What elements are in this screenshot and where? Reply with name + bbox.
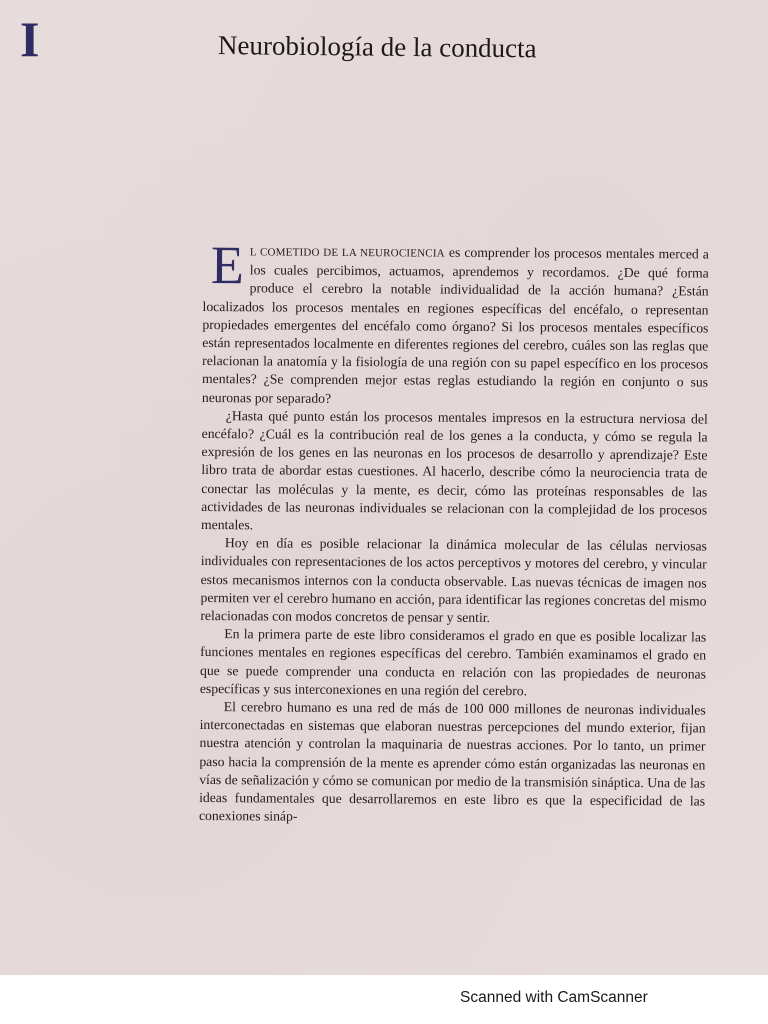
paragraph-4: En la primera parte de este libro consideramos el grado en que es posible localizar las funciones mentales en regiones específicas del cerebro. También examinamos el grado en que se puede comprender una conducta en relación con las propiedades de neuronas específicas y sus interconexiones en una región del cerebro. [199,626,707,699]
paragraph-1-text: es comprender los procesos mentales merced a los cuales percibimos, actuamos, aprendemos y recordamos. ¿De qué forma produce el cerebro la notable individualidad de la acción humana? ¿Están localizados los procesos mentales en regiones específicas del encéfalo, o representan propiedades emergentes del encéfalo como órgano? Si los procesos mentales específicos están representados localmente en diferentes regiones del cerebro, cuáles son las reglas que relacionan la anatomía y la fisiología de una región con su papel específico en los procesos mentales? ¿Se comprenden mejor estas reglas estudiando la región en conjunto o sus neuronas por separado? [201,244,709,406]
paragraph-5: El cerebro humano es una red de más de 100 000 millones de neuronas individuales interconectadas en sistemas que elaboran nuestras percepciones del mundo exterior, fijan nuestra atención y controlan la maquinaria de nuestras acciones. Por lo tanto, un primer paso hacia la comprensión de la mente es aprender cómo están organizadas las neuronas en vías de señalización y cómo se comunican por medio de la transmisión sináptica. Una de las ideas fundamentales que desarrollaremos en este libro es que la especificidad de las conexiones sináp- [198,699,706,824]
chapter-title: Neurobiología de la conducta [217,30,537,64]
part-numeral: I [20,11,40,67]
body-text [198,235,709,946]
lead-small-caps: L COMETIDO DE LA NEUROCIENCIA [249,246,445,260]
footer-strip [0,975,768,1024]
drop-cap-letter: E [210,235,245,296]
scanner-watermark: Scanned with CamScanner [460,989,648,1006]
paragraph-1 [201,235,709,410]
paragraph-2: ¿Hasta qué punto están los procesos mentales impresos en la estructura nerviosa del encéfalo? ¿Cuál es la contribución real de los genes a la conducta, y cómo se regula la expresión de los genes en las neuronas en los procesos de desarrollo y aprendizaje? Este libro trata de abordar estas cuestiones. Al hacerlo, describe cómo la neurociencia trata de conectar las moléculas y la mente, es decir, cómo las proteínas responsables de las actividades de las neuronas individuales se relacionan con la complejidad de los procesos mentales. [200,407,708,533]
paragraph-3: Hoy en día es posible relacionar la dinámica molecular de las células nerviosas individuales con representaciones de los actos perceptivos y motores del cerebro, y vincular estos mecanismos internos con la conducta observable. Las nuevas técnicas de imagen nos permiten ver el cerebro humano en acción, para identificar las regiones concretas del mismo relacionadas con modos concretos de pensar y sentir. [200,535,707,626]
